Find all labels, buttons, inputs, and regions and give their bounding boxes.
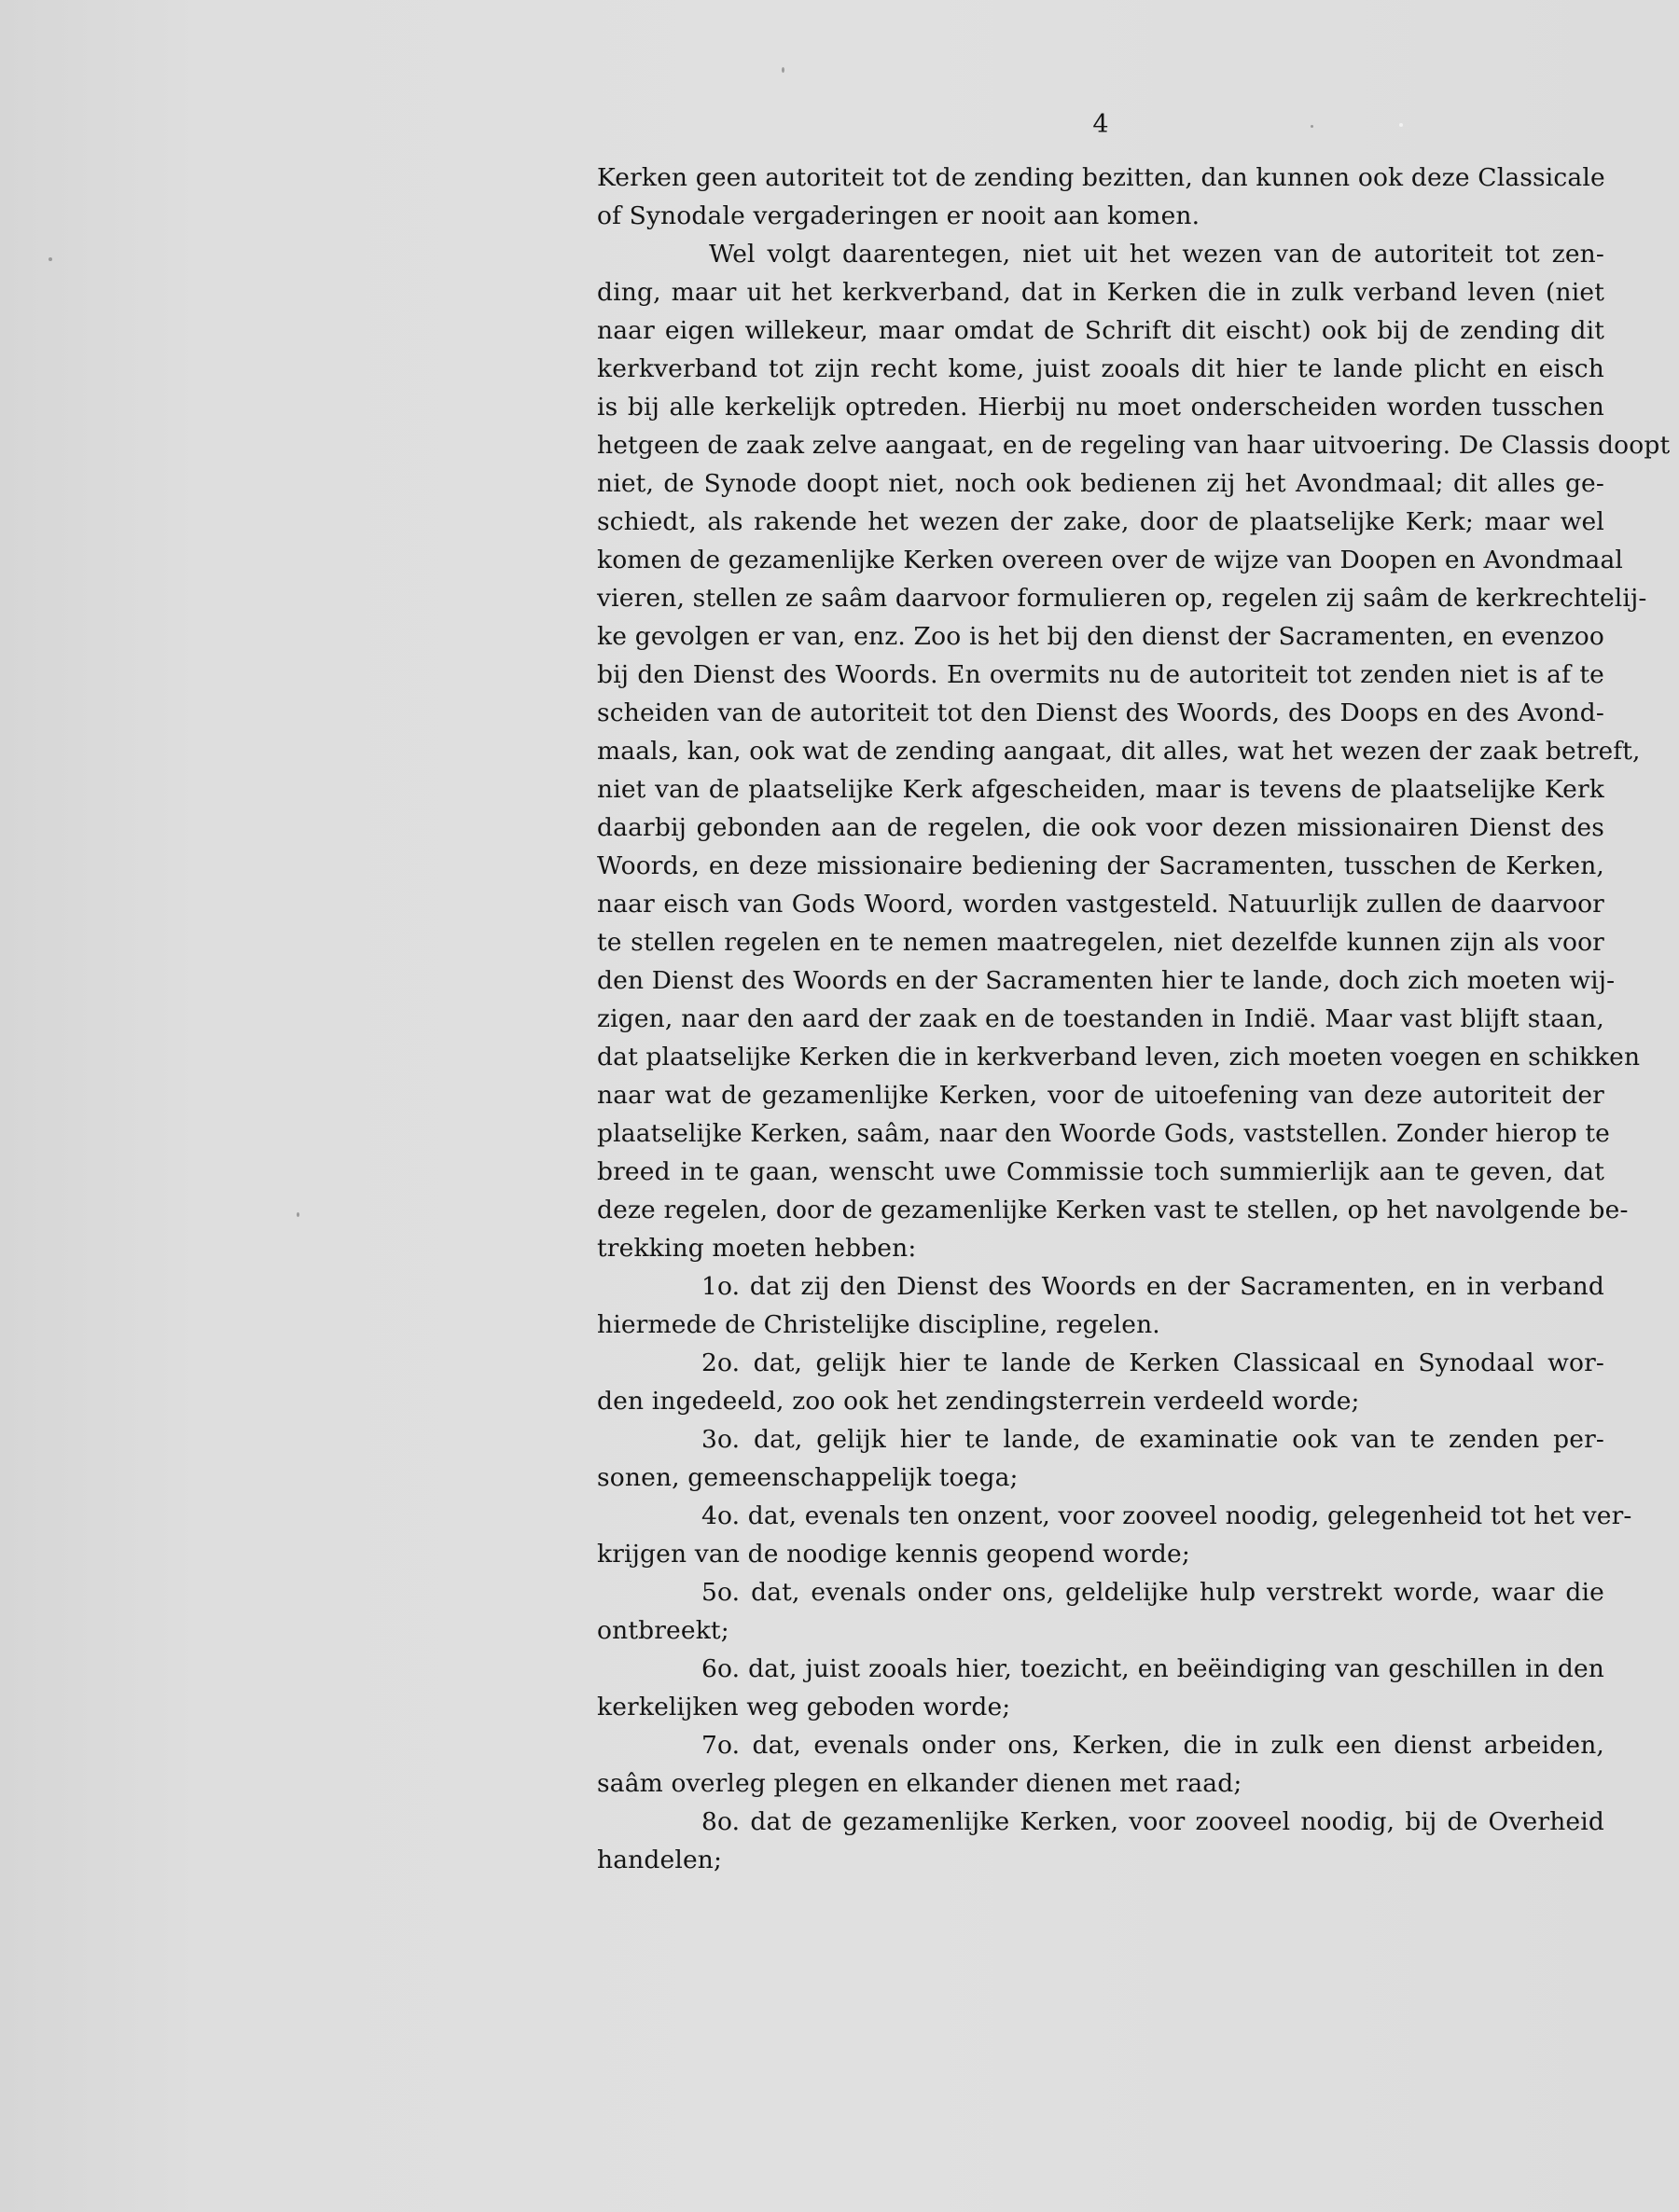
paragraph-line: vieren, stellen ze saâm daarvoor formulieren op, regelen zij saâm de kerkrechtelij- [597, 584, 1647, 613]
list-item-line: den ingedeeld, zoo ook het zendingsterrein verdeeld worde; [597, 1387, 1360, 1416]
page-number: 4 [1092, 110, 1109, 139]
paragraph-line: te stellen regelen en te nemen maatregelen, niet dezelfde kunnen zijn als voor [597, 928, 1604, 957]
paragraph-line: ding, maar uit het kerkverband, dat in Kerken die in zulk verband leven (niet [597, 278, 1604, 307]
paragraph-line: naar eisch van Gods Woord, worden vastgesteld. Natuurlijk zullen de daarvoor [597, 890, 1604, 919]
document-body [597, 159, 1671, 1879]
list-item-line: handelen; [597, 1846, 723, 1874]
paragraph-line: kerkverband tot zijn recht kome, juist zooals dit hier te lande plicht en eisch [597, 354, 1604, 383]
list-item-line: 1o. dat zij den Dienst des Woords en der Sacramenten, en in verband [701, 1272, 1604, 1301]
paragraph-line: deze regelen, door de gezamenlijke Kerken vast te stellen, op het navolgende be- [597, 1196, 1629, 1224]
paragraph-line: daarbij gebonden aan de regelen, die ook voor dezen missionairen Dienst des [597, 813, 1604, 842]
paragraph-line: niet van de plaatselijke Kerk afgescheiden, maar is tevens de plaatselijke Kerk [597, 775, 1604, 804]
paper-speck [1399, 123, 1403, 127]
paragraph-line: scheiden van de autoriteit tot den Dienst des Woords, des Doops en des Avond- [597, 698, 1604, 727]
list-item-line: 6o. dat, juist zooals hier, toezicht, en beëindiging van geschillen in den [701, 1654, 1604, 1683]
list-item-line: kerkelijken weg geboden worde; [597, 1693, 1011, 1721]
paragraph-line: ke gevolgen er van, enz. Zoo is het bij den dienst der Sacramenten, en evenzoo [597, 622, 1604, 651]
paragraph-line: plaatselijke Kerken, saâm, naar den Woorde Gods, vaststellen. Zonder hierop te [597, 1119, 1611, 1148]
list-item-line: 3o. dat, gelijk hier te lande, de examinatie ook van te zenden per- [701, 1425, 1604, 1454]
list-item-line: 5o. dat, evenals onder ons, geldelijke hulp verstrekt worde, waar die [701, 1578, 1604, 1607]
paragraph-line: schiedt, als rakende het wezen der zake, door de plaatselijke Kerk; maar wel [597, 507, 1604, 536]
list-item-line: saâm overleg plegen en elkander dienen met raad; [597, 1769, 1242, 1798]
list-item-line: 7o. dat, evenals onder ons, Kerken, die in zulk een dienst arbeiden, [701, 1731, 1604, 1760]
paragraph-line: of Synodale vergaderingen er nooit aan komen. [597, 201, 1200, 230]
paragraph-line: komen de gezamenlijke Kerken overeen over de wijze van Doopen en Avondmaal [597, 546, 1624, 574]
list-item-line: hiermede de Christelijke discipline, regelen. [597, 1310, 1160, 1339]
paragraph-line: den Dienst des Woords en der Sacramenten hier te lande, doch zich moeten wij- [597, 966, 1616, 995]
paragraph-line: hetgeen de zaak zelve aangaat, en de regeling van haar uitvoering. De Classis doopt [597, 431, 1671, 460]
list-item-line: ontbreekt; [597, 1616, 729, 1645]
paper-speck [297, 1212, 299, 1217]
list-item-line: 2o. dat, gelijk hier te lande de Kerken Classicaal en Synodaal wor- [701, 1348, 1604, 1377]
paragraph-line: maals, kan, ook wat de zending aangaat, dit alles, wat het wezen der zaak betreft, [597, 737, 1641, 766]
paper-speck [782, 67, 784, 73]
list-item-line: 4o. dat, evenals ten onzent, voor zooveel noodig, gelegenheid tot het ver- [701, 1501, 1632, 1530]
list-item-line: 8o. dat de gezamenlijke Kerken, voor zooveel noodig, bij de Overheid [701, 1807, 1604, 1836]
paragraph-line: zigen, naar den aard der zaak en de toestanden in Indië. Maar vast blijft staan, [597, 1004, 1604, 1033]
paragraph-line: is bij alle kerkelijk optreden. Hierbij nu moet onderscheiden worden tusschen [597, 393, 1604, 422]
paragraph-line: naar eigen willekeur, maar omdat de Schrift dit eischt) ook bij de zending dit [597, 316, 1604, 345]
paper-speck [1311, 125, 1313, 128]
paragraph-line: trekking moeten hebben: [597, 1234, 917, 1263]
paragraph-line: Kerken geen autoriteit tot de zending bezitten, dan kunnen ook deze Classicale [597, 163, 1605, 192]
list-item-line: krijgen van de noodige kennis geopend worde; [597, 1540, 1190, 1569]
list-item-line: sonen, gemeenschappelijk toega; [597, 1463, 1019, 1492]
paragraph-line: dat plaatselijke Kerken die in kerkverband leven, zich moeten voegen en schikken [597, 1043, 1641, 1071]
paragraph-line: bij den Dienst des Woords. En overmits nu de autoriteit tot zenden niet is af te [597, 660, 1604, 689]
paragraph-line: Wel volgt daarentegen, niet uit het wezen van de autoriteit tot zen- [709, 240, 1604, 269]
paper-speck [49, 257, 52, 261]
paragraph-line: breed in te gaan, wenscht uwe Commissie toch summierlijk aan te geven, dat [597, 1157, 1604, 1186]
paragraph-line: niet, de Synode doopt niet, noch ook bedienen zij het Avondmaal; dit alles ge- [597, 469, 1604, 498]
paragraph-line: Woords, en deze missionaire bediening der Sacramenten, tusschen de Kerken, [597, 851, 1604, 880]
paragraph-line: naar wat de gezamenlijke Kerken, voor de uitoefening van deze autoriteit der [597, 1081, 1604, 1110]
